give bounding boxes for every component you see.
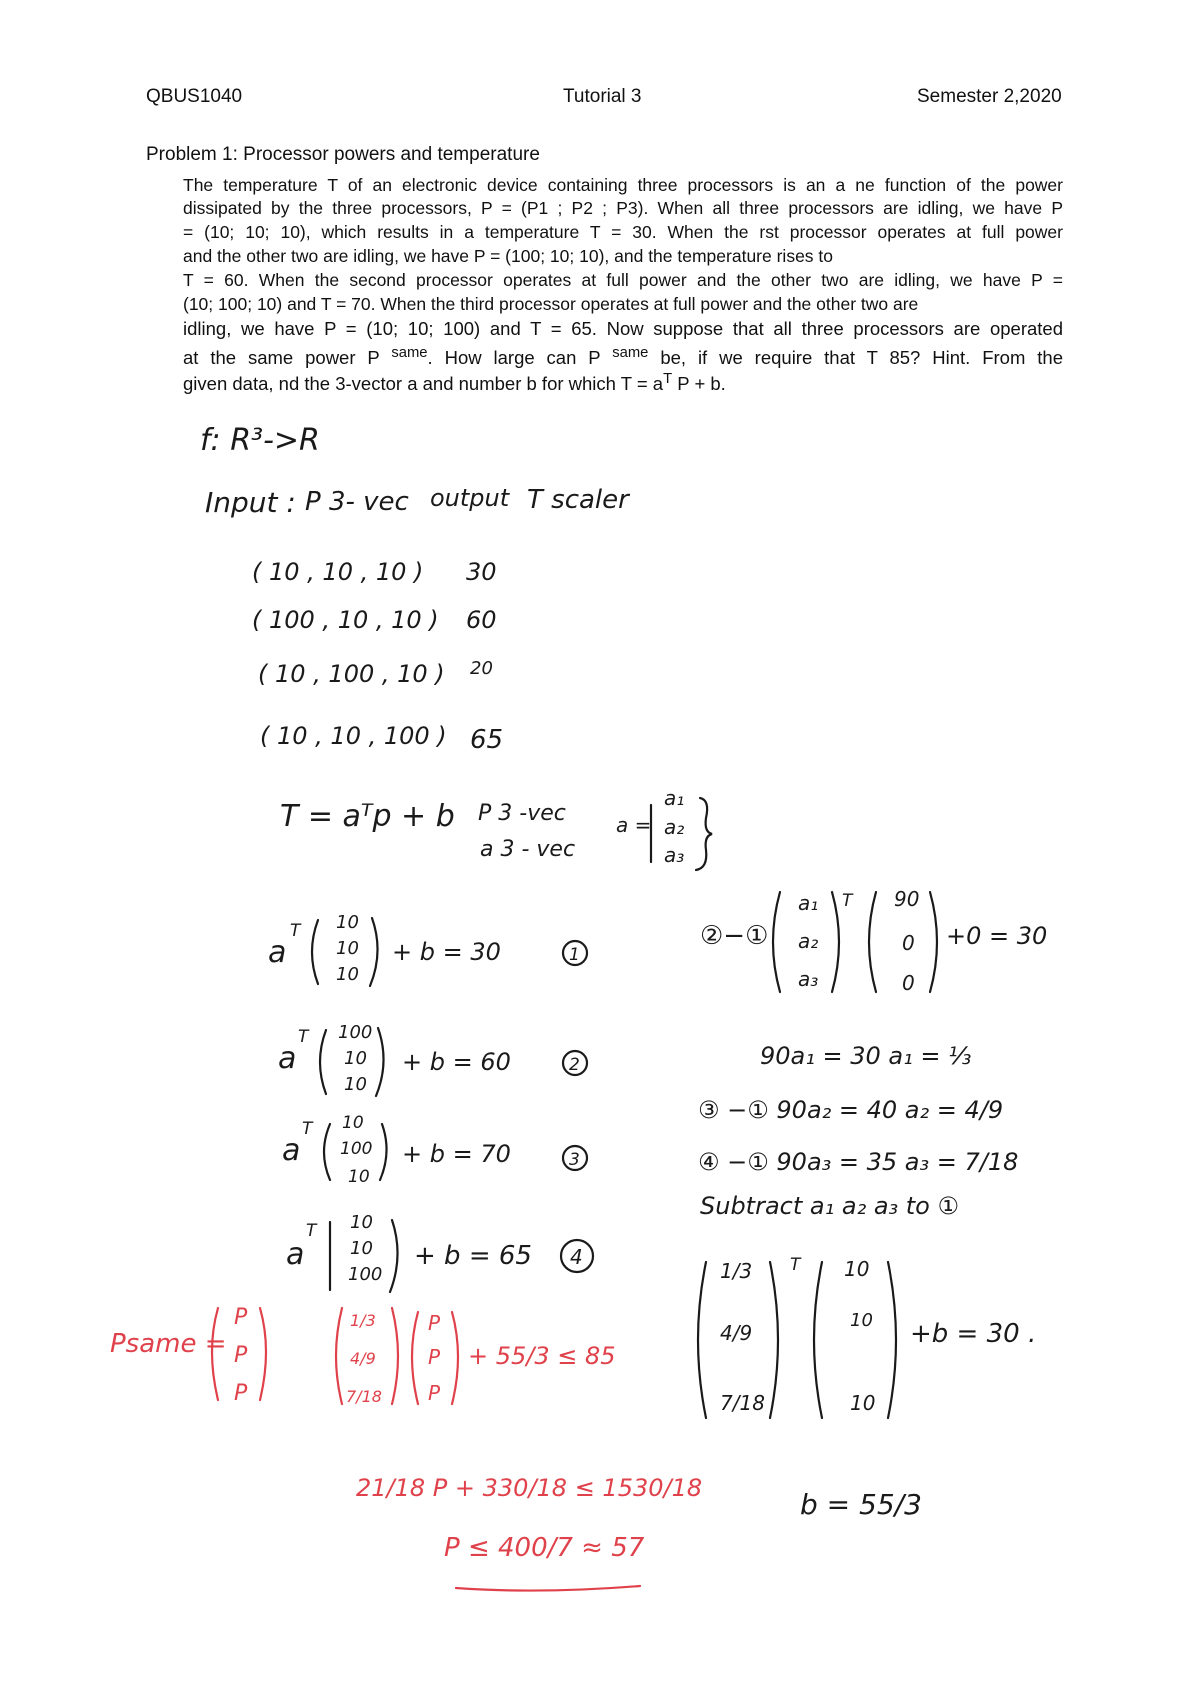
left-paren xyxy=(698,1262,706,1418)
right-paren xyxy=(390,1220,398,1292)
psame-label: Psame = xyxy=(110,1329,227,1359)
problem-line-8: at the same power P $^{same}$. How large can P $^{same}$ be, if we require that T 85? Hint. From the xyxy=(183,345,1064,369)
a-transpose: a xyxy=(278,1041,297,1076)
equation-4 xyxy=(286,1212,593,1292)
p-entry: P xyxy=(428,1311,441,1335)
affine-model: T = aᵀp + b xyxy=(280,799,455,834)
vec-entry: 10 xyxy=(336,964,359,985)
header-tutorial: Tutorial 3 xyxy=(563,86,642,107)
p-vec-label: P 3 -vec xyxy=(478,801,566,826)
header-course: QBUS1040 xyxy=(146,86,243,107)
result-a1: 90a₁ = 30 a₁ = ⅓ xyxy=(760,1042,972,1070)
left-paren xyxy=(320,1030,326,1094)
right-paren xyxy=(376,1028,384,1096)
vec-entry: 10 xyxy=(336,938,359,959)
left-paren xyxy=(324,1124,330,1180)
transpose-sup: T xyxy=(298,1027,309,1047)
left-paren xyxy=(336,1308,342,1404)
subtraction-label: ②−① xyxy=(700,921,769,951)
problem-line-9: given data, nd the 3-vector a and number b for which $T = a^T$ P + b. xyxy=(183,371,726,395)
p-entry: P xyxy=(234,1381,248,1406)
equation-rhs: + b = 60 xyxy=(402,1048,511,1076)
vec-entry: 7/18 xyxy=(720,1391,765,1415)
problem-line-6: (10; 100; 10) and T = 70. When the third processor operates at full power and the other two are xyxy=(183,294,919,314)
pair-input: ( 10 , 10 , 10 ) xyxy=(252,558,424,586)
p-entry: P xyxy=(428,1381,441,1405)
problem-line-4: and the other two are idling, we have P = (100; 10; 10), and the temperature rises to xyxy=(183,246,834,266)
pair-input: ( 10 , 10 , 100 ) xyxy=(260,722,447,750)
vec-entry: 90 xyxy=(894,887,920,911)
pair-input: ( 100 , 10 , 10 ) xyxy=(252,606,439,634)
right-paren xyxy=(452,1312,458,1404)
subtraction-step xyxy=(700,887,1047,995)
pair-output: 60 xyxy=(466,606,497,634)
equation-tag-number: 2 xyxy=(569,1055,580,1075)
a-equals: a = xyxy=(616,813,652,837)
problem-line-2: dissipated by the three processors, P = (P1 ; P2 ; P3). When all three processors are idling, we have P xyxy=(183,198,1063,218)
note-t-scaler: T scaler xyxy=(527,485,629,515)
vec-entry: 10 xyxy=(350,1212,373,1233)
note-p-vec: P 3- vec xyxy=(305,487,409,517)
left-paren xyxy=(312,920,318,984)
p-entry: P xyxy=(234,1305,248,1330)
result-a3: ④ −① 90a₃ = 35 a₃ = 7/18 xyxy=(698,1148,1019,1176)
a-entry: 4/9 xyxy=(350,1349,376,1368)
right-paren xyxy=(260,1308,266,1400)
vec-entry: 10 xyxy=(844,1257,870,1281)
a-transpose: a xyxy=(282,1133,301,1168)
vec-entry: 100 xyxy=(340,1139,373,1159)
header-semester: Semester 2,2020 xyxy=(917,86,1062,107)
right-paren xyxy=(380,1124,387,1180)
final-rhs: +b = 30 . xyxy=(910,1319,1037,1349)
transpose-sup: T xyxy=(290,921,301,941)
inequality: + 55/3 ≤ 85 xyxy=(468,1342,616,1370)
right-paren xyxy=(392,1308,398,1404)
vec-entry: 10 xyxy=(850,1310,873,1331)
vec-entry: 10 xyxy=(342,1113,364,1133)
vec-entry: 0 xyxy=(902,971,915,995)
result-a2: ③ −① 90a₂ = 40 a₂ = 4/9 xyxy=(698,1096,1004,1124)
a-vector-brace xyxy=(696,798,712,870)
problem-title: Problem 1: Processor powers and temperature xyxy=(146,144,540,165)
problem-line-3: = (10; 10; 10), which results in a temperature T = 30. When the rst processor operates at full power xyxy=(183,222,1063,242)
inequality-step-2: 21/18 P + 330/18 ≤ 1530/18 xyxy=(356,1474,703,1502)
vec-entry: 10 xyxy=(850,1391,876,1415)
underline xyxy=(456,1586,640,1591)
final-substitution xyxy=(698,1255,1036,1418)
vec-entry: 4/9 xyxy=(720,1321,753,1345)
left-paren xyxy=(814,1262,822,1418)
a1-entry: a₁ xyxy=(664,786,685,810)
equation-tag-number: 1 xyxy=(569,945,580,965)
right-paren xyxy=(930,892,937,992)
left-paren xyxy=(773,892,780,992)
transpose-sup: T xyxy=(842,891,853,911)
transpose-sup: T xyxy=(302,1119,313,1139)
subtract-note: Subtract a₁ a₂ a₃ to ① xyxy=(700,1192,960,1220)
left-paren xyxy=(412,1312,418,1404)
vec-entry: 10 xyxy=(348,1167,370,1187)
p-entry: P xyxy=(234,1343,248,1368)
red-work xyxy=(110,1305,702,1591)
problem-line-7: idling, we have P = (10; 10; 100) and T = 65. Now suppose that all three processors are operated xyxy=(183,318,1063,339)
problem-line-1: The temperature T of an electronic device containing three processors is an a ne function of the power xyxy=(183,175,1063,195)
equation-3 xyxy=(282,1113,587,1187)
right-paren xyxy=(770,1262,778,1418)
vec-entry: 1/3 xyxy=(720,1259,753,1283)
equation-1 xyxy=(268,912,587,986)
equation-rhs: + b = 30 xyxy=(392,938,501,966)
vec-entry: 0 xyxy=(902,931,915,955)
a3-entry: a₃ xyxy=(664,843,685,867)
transpose-sup: T xyxy=(306,1221,317,1241)
problem-line-5: T = 60. When the second processor operates at full power and the other two are idling, we have P = xyxy=(183,270,1063,290)
transpose-sup: T xyxy=(790,1255,801,1275)
equation-rhs: + b = 70 xyxy=(402,1140,511,1168)
equation-2 xyxy=(278,1022,587,1096)
a2-entry: a₂ xyxy=(798,929,819,953)
p-entry: P xyxy=(428,1345,441,1369)
equation-tag-number: 3 xyxy=(569,1150,580,1170)
a3-entry: a₃ xyxy=(798,967,819,991)
subtraction-rhs: +0 = 30 xyxy=(946,922,1048,950)
right-paren xyxy=(370,918,378,986)
right-paren xyxy=(888,1262,896,1418)
pair-input: ( 10 , 100 , 10 ) xyxy=(258,660,445,688)
vec-entry: 10 xyxy=(344,1074,367,1095)
note-input: Input : xyxy=(205,486,296,519)
a-vec-label: a 3 - vec xyxy=(480,837,576,862)
inequality-step-3: P ≤ 400/7 ≈ 57 xyxy=(444,1533,645,1563)
a-entry: 7/18 xyxy=(346,1387,382,1406)
a2-entry: a₂ xyxy=(664,815,685,839)
pair-output: 65 xyxy=(470,725,504,755)
vec-entry: 10 xyxy=(336,912,359,933)
left-paren xyxy=(869,892,876,992)
right-paren xyxy=(832,892,839,992)
equation-rhs: + b = 65 xyxy=(414,1241,532,1271)
note-output: output xyxy=(430,484,510,512)
a-transpose: a xyxy=(268,935,287,970)
a-transpose: a xyxy=(286,1237,305,1272)
vec-entry: 100 xyxy=(338,1022,373,1043)
a1-entry: a₁ xyxy=(798,891,819,915)
vec-entry: 100 xyxy=(348,1264,383,1285)
pair-output: 20 xyxy=(470,658,493,679)
vec-entry: 10 xyxy=(350,1238,373,1259)
equation-tag-number: 4 xyxy=(570,1245,583,1269)
vec-entry: 10 xyxy=(344,1048,367,1069)
b-result: b = 55/3 xyxy=(800,1488,922,1521)
note-function: f: R³->R xyxy=(200,423,320,458)
pair-output: 30 xyxy=(466,558,497,586)
a-entry: 1/3 xyxy=(350,1311,376,1330)
